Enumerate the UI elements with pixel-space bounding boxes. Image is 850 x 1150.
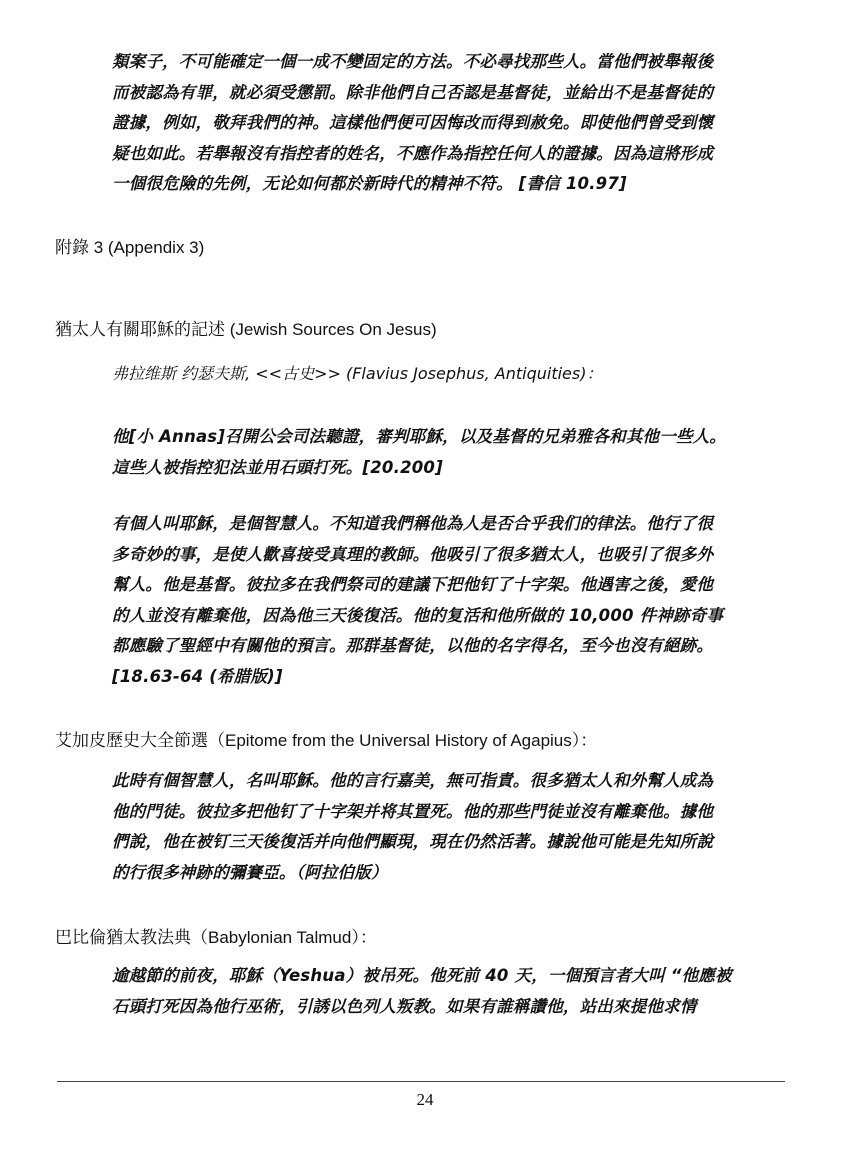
quote-line: 而被認為有罪，就必須受懲罰。除非他們自己否認是基督徒，並給出不是基督徒的: [112, 82, 714, 102]
quote-line: 他[小 Annas]召開公会司法聽證，審判耶穌，以及基督的兄弟雅各和其他一些人。: [112, 427, 727, 446]
quote-agapius: [112, 766, 742, 888]
quote-line: 他的門徒。彼拉多把他钉了十字架并将其置死。他的那些門徒並沒有離棄他。據他: [112, 801, 714, 821]
quote-talmud: [112, 961, 742, 1022]
page-number: 24: [416, 1090, 434, 1109]
quote-line: 類案子，不可能確定一個一成不變固定的方法。不必尋找那些人。當他們被舉報後: [112, 52, 714, 71]
appendix-heading: 附錄 3 (Appendix 3): [55, 238, 205, 257]
section-heading: 猶太人有關耶穌的記述 (Jewish Sources On Jesus): [55, 320, 437, 339]
quote-line: 幫人。他是基督。彼拉多在我們祭司的建議下把他钉了十字架。他遇害之後，愛他: [112, 575, 714, 594]
quote-josephus-18-63: [112, 509, 742, 692]
quote-line: 的人並沒有離棄他，因為他三天後復活。他的复活和他所做的 10,000 件神跡奇事: [112, 605, 724, 625]
josephus-source-title: 弗拉维斯 约瑟夫斯, <<古史>> (Flavius Josephus, Antiquities)：: [112, 364, 603, 383]
quote-line: 這些人被指控犯法並用石頭打死。[20.200]: [112, 457, 443, 477]
quote-letter-excerpt: [112, 47, 742, 200]
quote-line: 證據，例如，敬拜我們的神。這樣他們便可因悔改而得到赦免。即使他們曾受到懷: [112, 113, 714, 132]
quote-line: [18.63-64 (希腊版)]: [112, 666, 283, 686]
quote-line: 疑也如此。若舉報沒有指控者的姓名，不應作為指控任何人的證據。因為這將形成: [112, 143, 714, 163]
footer-divider: [57, 1081, 785, 1082]
quote-line: 一個很危險的先例，无论如何都於新時代的精神不符。 [書信 10.97]: [112, 174, 627, 193]
quote-line: 多奇妙的事，是使人歡喜接受真理的教師。他吸引了很多猶太人，也吸引了很多外: [112, 544, 714, 564]
agapius-heading: 艾加皮歷史大全節選（Epitome from the Universal History of Agapius）：: [55, 731, 598, 750]
quote-line: 有個人叫耶穌，是個智慧人。不知道我們稱他為人是否合乎我们的律法。他行了很: [112, 514, 714, 533]
quote-line: 此時有個智慧人，名叫耶穌。他的言行嘉美，無可指責。很多猶太人和外幫人成為: [112, 771, 714, 790]
quote-josephus-20-200: [112, 422, 742, 483]
quote-line: 們說，他在被钉三天後復活并向他們顯現，現在仍然活著。據說他可能是先知所說: [112, 832, 714, 851]
quote-line: 逾越節的前夜，耶穌（Yeshua）被吊死。他死前 40 天，一個預言者大叫 “他應被: [112, 966, 732, 985]
quote-line: 都應驗了聖經中有關他的預言。那群基督徒，以他的名字得名，至今也沒有絕跡。: [112, 636, 714, 655]
talmud-heading: 巴比倫猶太教法典（Babylonian Talmud）：: [55, 928, 377, 947]
quote-line: 石頭打死因為他行巫術，引誘以色列人叛教。如果有誰稱讚他，站出來提他求情: [112, 996, 697, 1016]
quote-line: 的行很多神跡的彌賽亞。（阿拉伯版）: [112, 862, 388, 882]
